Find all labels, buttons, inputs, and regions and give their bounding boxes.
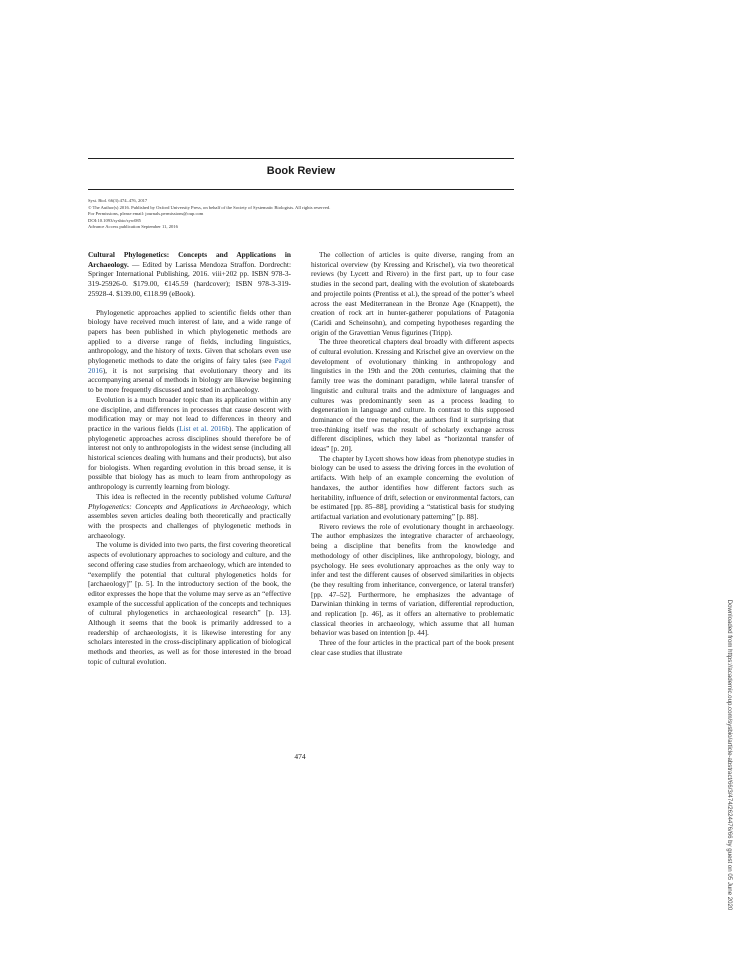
journal-citation: Syst. Biol. 66(3):474–476, 2017 <box>88 198 148 203</box>
paragraph: The chapter by Lycett shows how ideas from phenotype studies in biology can be used to assess the driving forces in the evolution of artifacts. With help of an example concerning the evolution of handaxes, the author identifies how different factors such as heritability, influence of drift, selection or environmental factors, can be estimated [pp. 85–88], providing a “statistical basis for studying artifactual variation and evolutionary patterning” [p. 88]. <box>311 453 514 521</box>
doi-line: DOI:10.1093/sysbio/syw085 <box>88 217 141 223</box>
permissions-line: For Permissions, please email: journals.permissions@oup.com <box>88 211 204 216</box>
header-rule-bottom <box>88 189 514 190</box>
paragraph <box>88 395 291 492</box>
text: ). The application of phylogenetic approaches across disciplines should therefore be of interest not only to anthropologists in the widest sense (including all historical sciences dealing with humans and their products), but also for biologists. When regarding evolution in this broad sense, it is possible that biology has as much to learn from anthropology as anthropology is currently learning from biology. <box>88 423 292 492</box>
page-number: 474 <box>294 752 306 761</box>
article-metadata <box>88 198 388 231</box>
left-column <box>88 250 291 667</box>
paragraph: The three theoretical chapters deal broadly with different aspects of cultural evolution. Kressing and Krischel give an overview on the development of evolutionary thinking in anthropology and linguistics in the 19th and the 20th centuries, claiming that the family tree was the dominant paradigm, while lateral transfer of linguistic and cultural traits and the admixture of languages and cultures was predominantly seen as a process leading to degeneration in language and culture. In contrast to this supposed dominance of the tree metaphor, the authors find it surprising that tree-thinking itself was the result of scholarly exchange across different disciplines, which they label as “horizontal transfer of ideas” [p. 20]. <box>311 337 514 454</box>
header-rule-top <box>88 158 514 159</box>
text: This idea is reflected in the recently published volume <box>96 491 267 501</box>
paragraph: The collection of articles is quite diverse, ranging from an historical overview (by Kressing and Krischel), via two theoretical reviews (by Lycett and Rivero) in the first part, up to four case studies in the second part, dealing with the evolution of skateboards and projectile points (Prentiss et al.), the spread of the potter’s wheel across the east Mediterranean in the Bronze Age (Knappett), the creation of rock art in hunter-gatherer populations of Patagonia (Caridi and Scheinsohn), and competing hypotheses regarding the origin of the Gravettian Venus figurines (Tripp). <box>311 250 514 337</box>
text: , which assembles seven articles dealing both theoretically and practically with the prospects and challenges of phylogenetic methods in archaeology. <box>88 501 292 540</box>
paragraph: The volume is divided into two parts, the first covering theoretical aspects of evolutionary approaches to sociology and culture, and the second offering case studies from archaeology, which are intended to “exemplify the potential that cultural phylogenetics holds for [archaeology]” [p. 5]. In the introductory section of the book, the editor expresses the hope that the volume may serve as an “effective example of the successful application of the concepts and techniques of cultural phylogenetics in archaeological research” [p. 13]. Although it seems that the book is primarily addressed to a readership of archaeologists, it is likewise interesting for any scholars interested in the cross-disciplinary application of biological methods and theories, as well as for those interested in the broad topic of cultural evolution. <box>88 540 291 666</box>
book-citation: — Edited by Larissa Mendoza Straffon. Dordrecht: Springer International Publishing, 2016. viii+202 pp. ISBN 978-3-319-25926-0. $179.00, €145.59 (hardcover); ISBN 978-3-319-25928-4. $139.00, €118.99 (eBook). <box>88 259 291 298</box>
copyright-line: © The Author(s) 2016. Published by Oxford University Press, on behalf of the Society of Systematic Biologists. All rights reserved. <box>88 204 331 210</box>
paragraph <box>88 308 291 395</box>
paragraph: Rivero reviews the role of evolutionary thought in archaeology. The author emphasizes the integrative character of archaeology, being a discipline that benefits from the knowledge and methodology of other disciplines, like anthropology, biology, and psychology. He sees evolutionary approaches as the only way to infer and test the different causes of observed similarities in objects (be they resulting from inheritance, convergence, or lateral transfer) [pp. 47–52]. Furthermore, he emphasizes the advantage of Darwinian thinking in terms of variation, differential reproduction, and replication [p. 46], as it offers an alternative to problematic classical theories in archaeology, which assume that all human behavior was based on intention [p. 44]. <box>311 521 514 638</box>
paragraph: Three of the four articles in the practical part of the book present clear case studies that illustrate <box>311 638 514 657</box>
section-title: Book Review <box>266 165 336 177</box>
publication-date: Advance Access publication September 11, 2016 <box>88 224 178 229</box>
right-column <box>311 250 514 658</box>
paragraph <box>88 492 291 541</box>
reference-link-pagel[interactable]: Pagel 2016 <box>88 356 291 375</box>
book-title-italic: Cultural Phylogenetics: Concepts and Applications in Archaeology <box>88 491 291 511</box>
reference-link-list[interactable]: List et al. 2016b <box>179 423 230 433</box>
text: Phylogenetic approaches applied to scientific fields other than biology have received much interest of late, and a wide range of papers has been published in which phylogenetic methods are applied to a diverse range of fields, including linguistics, anthropology, and the history of texts. Given that scholars even use phylogenetic methods to date the origins of fairy tales (see <box>88 307 291 366</box>
text: Evolution is a much broader topic than its application within any one discipline, and differences in processes that cause descent with modification may or may not lead to differences in theory and practice in the various fields ( <box>88 394 291 433</box>
download-watermark: Downloaded from https://academic.oup.com/sysbio/article-abstract/66/3/474/2624476/66 by guest on 05 June 2020 <box>726 599 733 911</box>
text: ), it is not surprising that evolutionary theory and its accompanying arsenal of methods in biology are likewise beginning to be more frequently discussed and tested in archaeology. <box>88 365 291 395</box>
book-reference <box>88 250 291 299</box>
book-title: Cultural Phylogenetics: Concepts and Applications in Archaeology. <box>88 250 291 269</box>
